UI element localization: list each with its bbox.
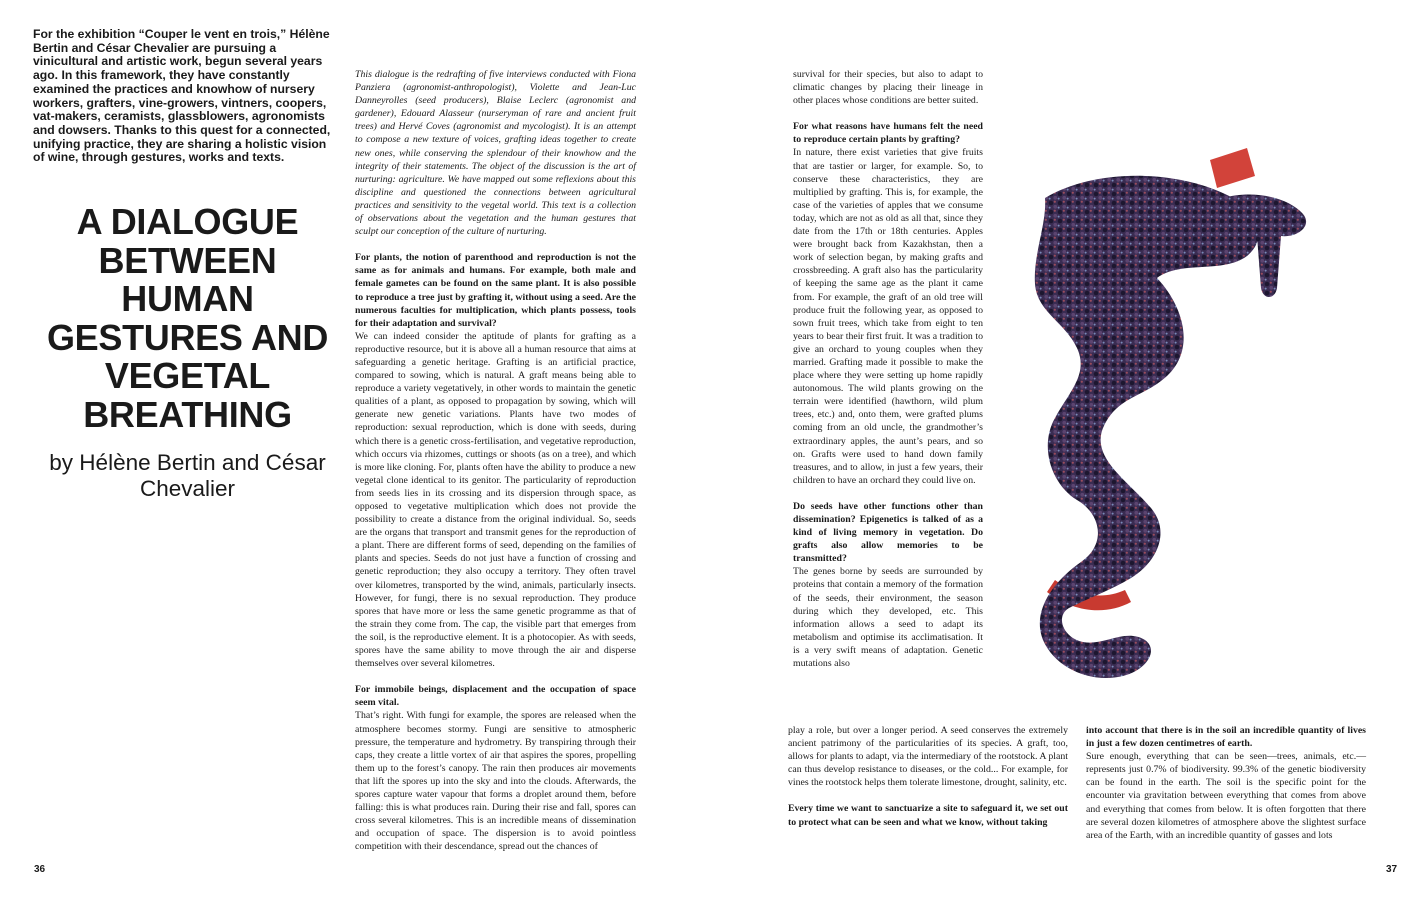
page-number-left: 36	[34, 864, 46, 875]
answer-4: The genes borne by seeds are surrounded by proteins that contain a memory of the formation of the seeds, their environment, the season during which they developed, etc. This information allows a seed to adapt its metabolism and optimise its acclimatisation. It is a very swift means of adaptation. Genetic mutations also	[793, 566, 983, 670]
text-column-3	[1086, 724, 1366, 842]
answer-1: We can indeed consider the aptitude of plants for grafting as a reproductive resource, but it is above all a human resource that aims at safeguarding a genetic heritage. Grafting is an artificial practice, compared to sowing, which is natural. A graft means being able to reproduce a variety vegetatively, in other words to maintain the genetic qualities of a plant, as opposed to propagation by sowing, which will generate new genetic variations. Plants have two modes of reproduction: sexual reproduction, which is done with seeds, during which there is a genetic cross-fertilisation, and vegetative reproduction, which occurs via rhizomes, cuttings or shoots (as on a tree), and which is more like cloning. For, plants often have the ability to produce a new vegetal clone identical to its genitor. The particularity of reproduction from seeds lies in its crossing and its dispersion through space, as opposed to vegetative multiplication which does not provide the possibility to create a distance from the original individual. So, seeds are the organs that transport and transmit genes for the reproduction of a plant. There are different forms of seed, depending on the families of plants and species. Seeds do not just have a function of crossing and genetic reproduction; they also occupy a territory. They often travel over kilometres, transported by the wind, animals, particularly insects. However, for fungi, there is no sexual reproduction. They produce spores that have more or less the same genetic programme as that of the strain they come from. The cap, the visible part that emerges from the soil, is the reproductive element. It is a photocopier. As with seeds, spores have the same ability to move through the air and disperse themselves over several kilometres.	[355, 330, 636, 670]
question-4: Do seeds have other functions other than dissemination? Epigenetics is talked of as a kind of living memory in vegetation. Do grafts also allow memories to be transmitted?	[793, 500, 983, 565]
question-1: For plants, the notion of parenthood and reproduction is not the same as for animals and humans. For example, both male and female gametes can be found on the same plant. It is also possible to reproduce a tree just by grafting it, without using a seed. Are the numerous faculties for multiplication, which plants possess, tools for their adaptation and survival?	[355, 252, 636, 329]
answer-2-continued: survival for their species, but also to adapt to climatic changes by placing their lineage in other places whose conditions are better suited.	[793, 69, 983, 107]
question-2: For immobile beings, displacement and the occupation of space seem vital.	[355, 684, 636, 709]
grape-figure-image	[985, 128, 1375, 708]
byline: by Hélène Bertin and César Chevalier	[49, 450, 326, 501]
answer-3: In nature, there exist varieties that give fruits that are tastier or larger, for example. So, to conserve these characteristics, they are multiplied by grafting. This is, for example, the case of the varieties of apples that we consume today, which are not as old as all that, since they date from the 17th or 18th centuries. Apples were brought back from Kazakhstan, then a work of selection began, by making grafts and crossbreeding. A graft also has the particularity of keeping the same age as the plant it came from. For example, the graft of an old tree will produce fruit the following year, as opposed to sown fruit trees, which take from eight to ten years to bear their first fruit. It was a tradition to give an orchard to young couples when they married. Grafting made it possible to make the place where they were setting up home rapidly autonomous. The wild plants growing on the terrain were identified (hawthorn, wild plum trees, etc.) and, onto them, were grafted plums coming from an old uncle, the grandmother’s extraordinary apples, the aunt’s pears, and so on. Grafts were used to hand down family treasures, and to allow, in just a few years, their children to have an orchard they could live on.	[793, 147, 983, 486]
lead-paragraph: This dialogue is the redrafting of five interviews conducted with Fiona Panziera (agronomist-anthropologist), Violette and Jean-Luc Danneyrolles (seed producers), Blaise Leclerc (agronomist and gardener), Edouard Alasseur (nurseryman of rare and ancient fruit trees) and Hervé Coves (agronomist and mycologist). It is an attempt to compose a new texture of voices, grafting ideas together to create new ones, while conserving the splendour of their knowhow and the integrity of their statements. The object of the discussion is the art of nurturing: agriculture. We have mapped out some reflexions about this discipline and questioned the connections between agricultural practices and sensitivity to the vegetal world. This text is a collection of observations about the vegetation and the human gestures that sculpt our conception of the culture of nurturing.	[355, 69, 636, 238]
question-5: Every time we want to sanctuarize a site to safeguard it, we set out to protect what can be seen and what we know, without taking	[788, 803, 1068, 828]
answer-2: That’s right. With fungi for example, the spores are released when the atmosphere becomes stormy. Fungi are sensitive to atmospheric pressure, the temperature and hydrometry. By transpiring through their caps, they create a little vortex of air that aspires the spores, propelling them up to the forest’s canopy. The rain then produces air movements that lift the spores up into the sky and into the clouds. Afterwards, the spores capture water vapour that forms a droplet around them, before falling: this is what produces rain. During their rise and fall, spores can cross several kilometres. This is an incredible means of dissemination and occupation of space. The dispersion is to avoid pointless competition with their descendance, spread out the chances of	[355, 710, 636, 853]
text-column-2-bottom	[788, 724, 1068, 829]
answer-4-continued: play a role, but over a longer period. A seed conserves the extremely ancient patrimony of the particularities of its species. A graft, too, allows for plants to adapt, via the intermediary of the rootstock. A plant can thus develop resistance to diseases, or the cold... For example, for vines the rootstock helps them tolerate limestone, drought, salinity, etc.	[788, 725, 1068, 789]
page-title: A DIALOGUE BETWEEN HUMAN GESTURES AND VEGETAL BREATHING	[46, 201, 329, 435]
page-number-right: 37	[1386, 864, 1398, 875]
text-column-1	[355, 68, 636, 853]
grape-figure-shape	[1035, 176, 1259, 678]
text-column-2	[793, 68, 983, 670]
answer-5: Sure enough, everything that can be seen—trees, animals, etc.—represents just 0.7% of biodiversity. 99.3% of the genetic biodiversity can be found in the earth. The soil is the specific point for the encounter via gravitation between everything that comes from above and everything that comes from below. It is often forgotten that there are several dozen kilometres of atmosphere above the slightest surface area of the Earth, with an incredible quantity of gasses and lots	[1086, 751, 1366, 841]
intro-paragraph: For the exhibition “Couper le vent en trois,” Hélène Bertin and César Chevalier are pursuing a vinicultural and artistic work, begun several years ago. In this framework, they have constantly examined the practices and knowhow of nursery workers, grafters, vine-growers, vintners, coopers, vat-makers, ceramists, glassblowers, agronomists and dowsers. Thanks to this quest for a connected, unifying practice, they are sharing a holistic vision of wine, through gestures, works and texts.	[33, 27, 331, 165]
red-bar-shape	[1210, 148, 1255, 188]
question-3: For what reasons have humans felt the need to reproduce certain plants by grafting?	[793, 121, 983, 146]
question-5-continued: into account that there is in the soil an incredible quantity of lives in just a few dozen centimetres of earth.	[1086, 725, 1366, 750]
